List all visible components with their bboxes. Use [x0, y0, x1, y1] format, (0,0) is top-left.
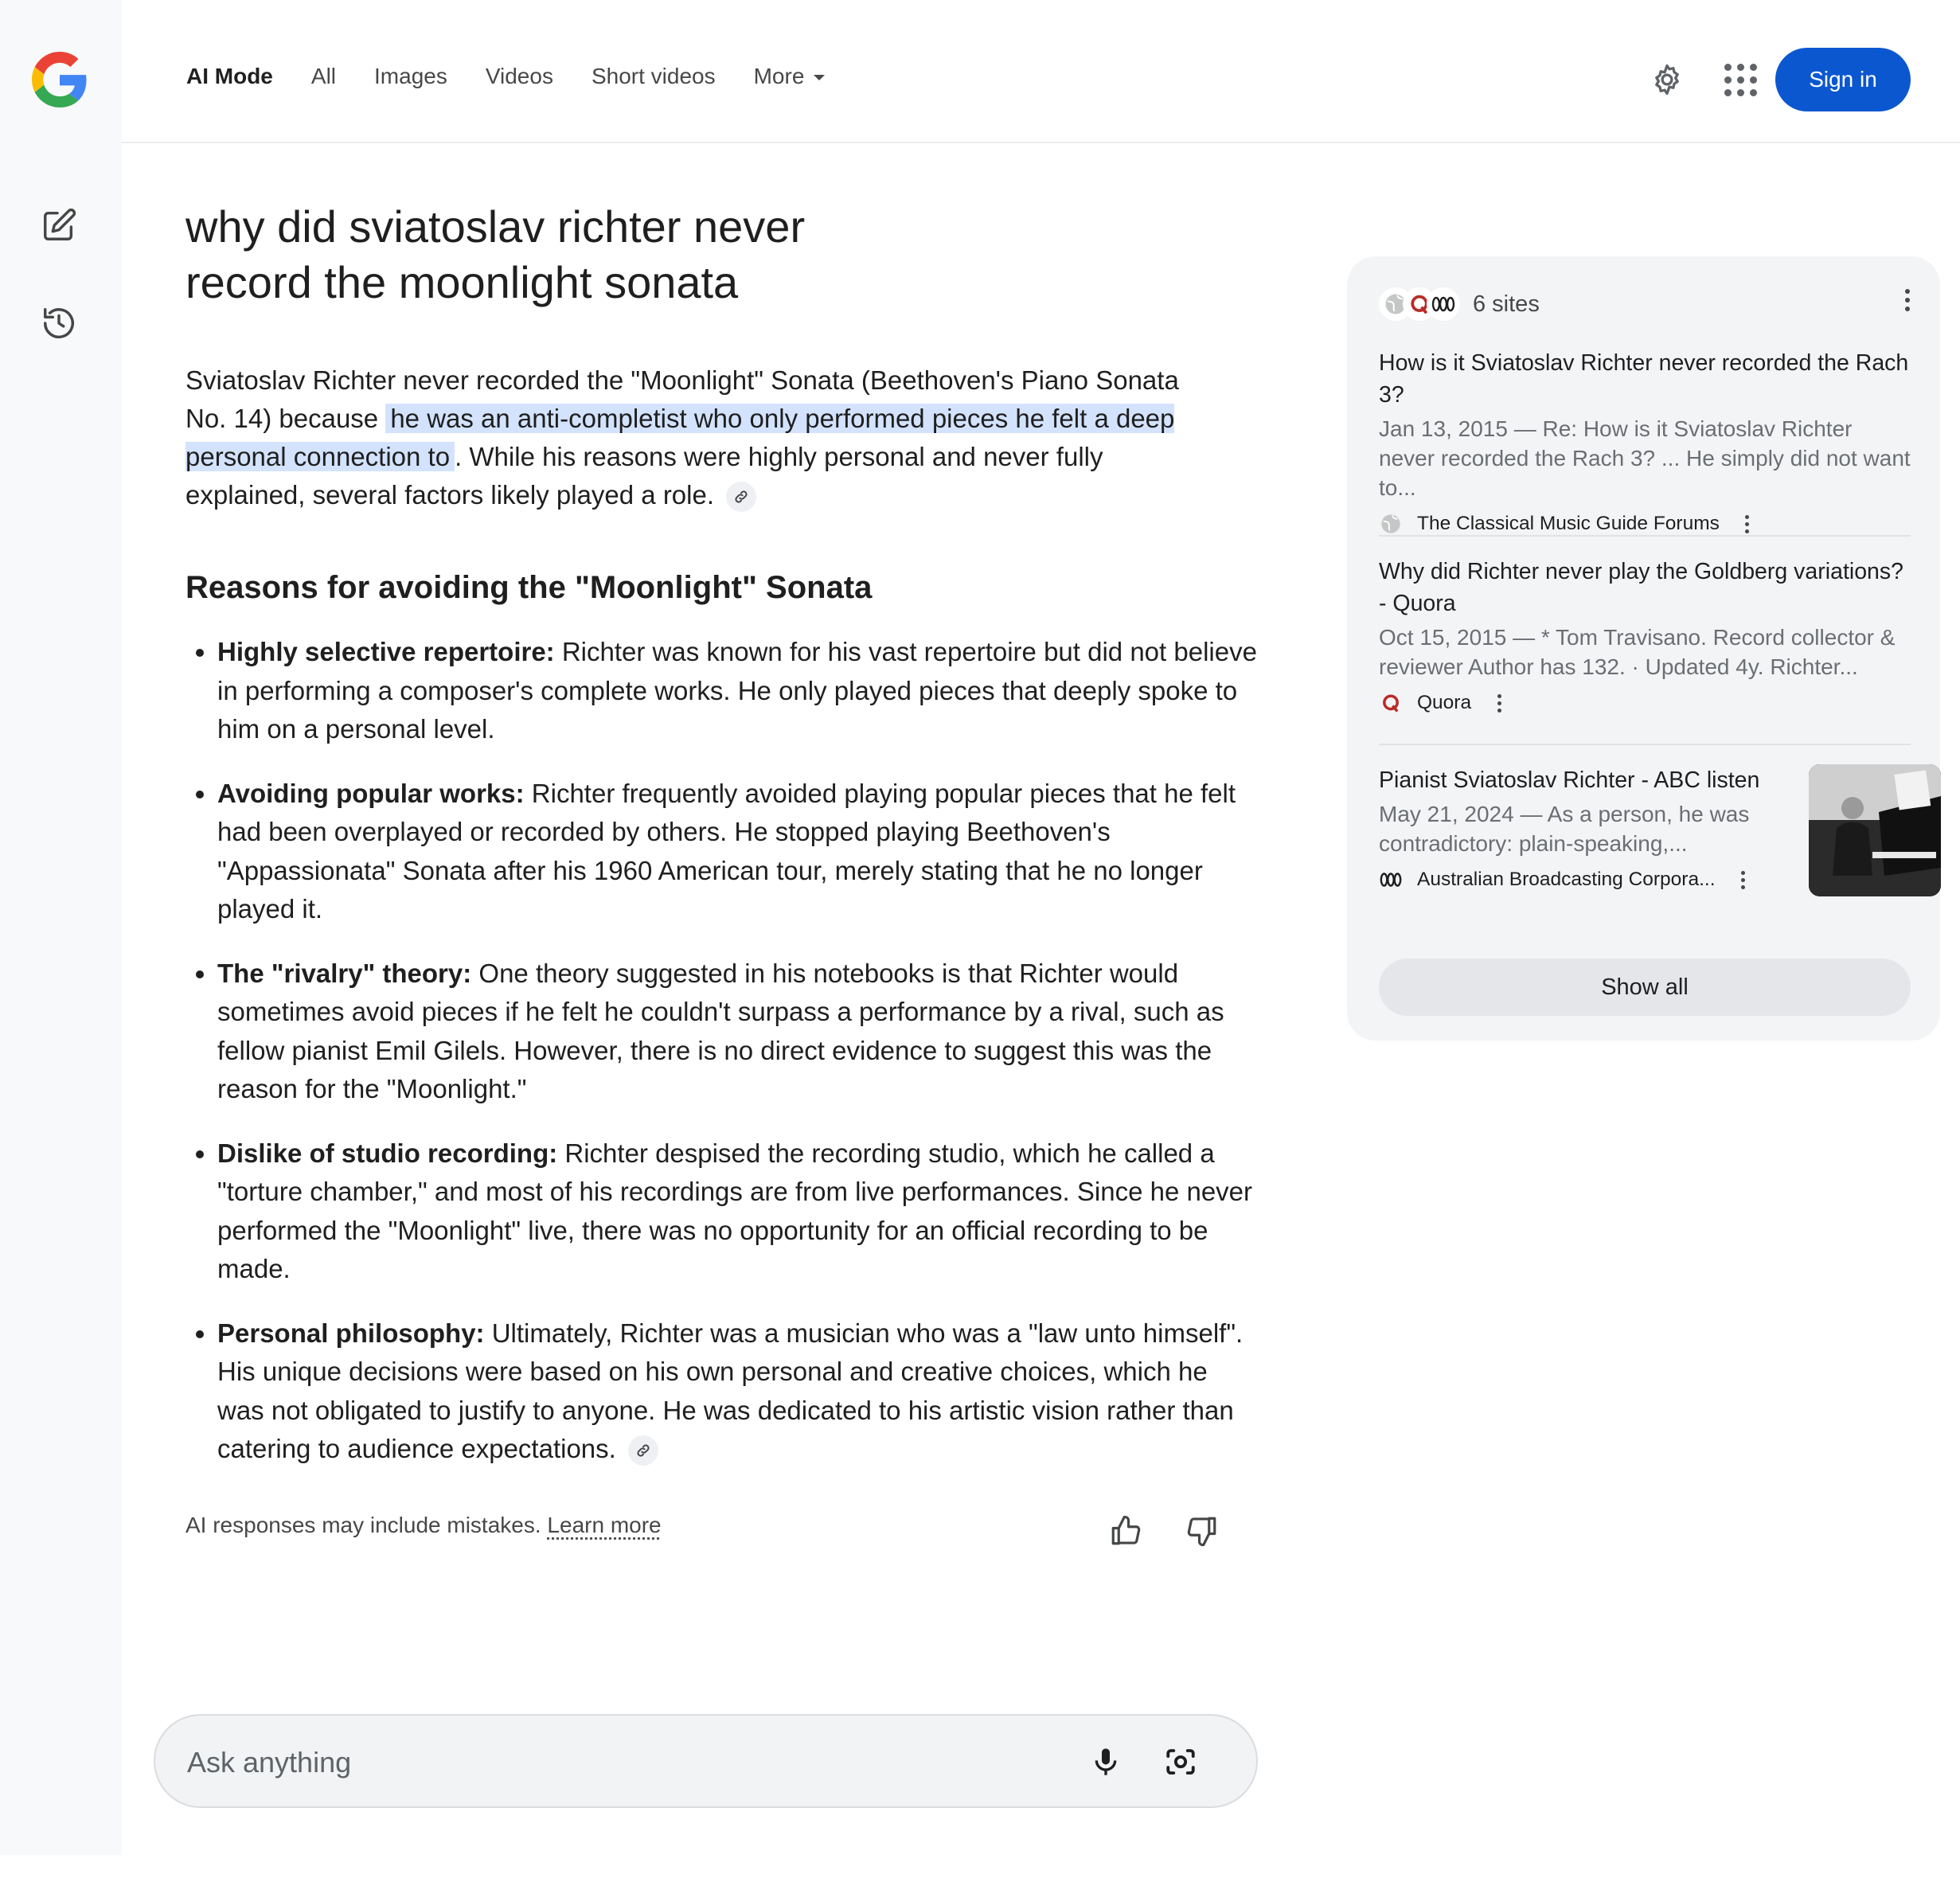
- source-card[interactable]: [1379, 556, 1911, 715]
- list-item-title: Highly selective repertoire:: [217, 637, 555, 666]
- list-item: [217, 955, 1260, 1109]
- sources-panel: [1347, 256, 1940, 1041]
- reasons-list: [185, 633, 1260, 1469]
- more-options-icon[interactable]: [1487, 691, 1511, 715]
- source-card[interactable]: [1379, 347, 1911, 536]
- search-tabs: [186, 64, 863, 89]
- intro-text-after: . While his reasons were highly personal and never fully explained, several factors likely played a role.: [185, 442, 1103, 510]
- tab-images[interactable]: Images: [374, 64, 447, 88]
- tab-videos[interactable]: Videos: [485, 64, 553, 88]
- intro-text: Sviatoslav Richter never recorded the "Moonlight" Sonata (Beethoven's Piano Sonata No. 14) because: [185, 365, 1179, 433]
- new-chat-icon[interactable]: [37, 203, 81, 248]
- sites-count: 6 sites: [1473, 291, 1540, 317]
- tab-ai-mode[interactable]: AI Mode: [186, 64, 273, 88]
- sign-in-button[interactable]: Sign in: [1775, 48, 1911, 111]
- list-item: [217, 633, 1260, 749]
- tab-all[interactable]: All: [310, 64, 337, 88]
- pianist-thumbnail-image: [1809, 764, 1941, 896]
- citation-link-icon[interactable]: [628, 1435, 658, 1466]
- list-item-text: Ultimately, Richter was a musician who was a "law unto himself". His unique decisions were based on his own personal and creative choices, which he was not obligated to justify to anyone. He was dedicated to his artistic vision rather than catering to audience expectations.: [217, 1318, 1244, 1463]
- source-snippet: Oct 15, 2015 — * Tom Travisano. Record collector & reviewer Author has 132. · Updated 4y. Richter...: [1379, 625, 1896, 679]
- citation-link-icon[interactable]: [726, 482, 756, 512]
- source-snippet: Jan 13, 2015 — Re: How is it Sviatoslav Richter never recorded the Rach 3? ... He simply did not want to...: [1379, 416, 1911, 500]
- quora-icon: [1379, 691, 1403, 715]
- query-title: why did sviatoslav richter never record the moonlight sonata: [185, 201, 806, 307]
- more-options-icon[interactable]: [1735, 512, 1759, 536]
- tab-short-videos[interactable]: Short videos: [591, 64, 716, 88]
- source-title: Pianist Sviatoslav Richter - ABC listen: [1379, 767, 1760, 793]
- list-item-text: Richter frequently avoided playing popular pieces that he felt had been overplayed or recorded by others. He stopped playing Beethoven's "Appassionata" Sonata after his 1960 American tour, merely stating that he no longer played it.: [217, 778, 1236, 924]
- list-item: [217, 1314, 1260, 1469]
- list-item: [217, 775, 1260, 929]
- list-item-title: The "rivalry" theory:: [217, 958, 472, 988]
- list-item-title: Dislike of studio recording:: [217, 1138, 558, 1168]
- list-item-text: Richter despised the recording studio, which he called a "torture chamber," and most of his recordings are from live performances. Since he never performed the "Moonlight" live, there was no opportunity for an official recording to be made.: [217, 1138, 1253, 1283]
- more-options-icon[interactable]: [1732, 868, 1755, 892]
- answer-intro: [185, 361, 1220, 514]
- section-heading: Reasons for avoiding the "Moonlight" Sonata: [185, 570, 873, 605]
- google-logo-icon[interactable]: [32, 52, 88, 107]
- list-item-title: Personal philosophy:: [217, 1318, 485, 1348]
- source-attribution: [1379, 512, 1911, 536]
- list-item-text: One theory suggested in his notebooks is that Richter would sometimes avoid pieces if he felt he couldn't surpass a performance by a rival, such as fellow pianist Emil Gilels. However, there is no direct evidence to suggest this was the reason for the "Moonlight.": [217, 958, 1224, 1103]
- tab-more[interactable]: [754, 64, 826, 89]
- source-name: The Classical Music Guide Forums: [1417, 513, 1720, 534]
- learn-more-link[interactable]: Learn more: [547, 1513, 662, 1537]
- settings-gear-icon[interactable]: [1646, 59, 1688, 100]
- divider: [1379, 535, 1911, 537]
- abc-icon: [1427, 287, 1460, 321]
- source-favicons: [1379, 287, 1450, 321]
- ask-box: [154, 1714, 1258, 1808]
- source-card[interactable]: [1379, 764, 1911, 892]
- google-apps-icon[interactable]: [1720, 59, 1761, 100]
- source-name: Quora: [1417, 692, 1472, 713]
- highlighted-claim[interactable]: he was an anti-completist who only performed pieces he felt a deep personal connection to: [185, 404, 1175, 471]
- thumbs-down-icon[interactable]: [1180, 1509, 1224, 1553]
- ask-input[interactable]: [185, 1740, 1064, 1786]
- source-name: Australian Broadcasting Corpora...: [1417, 869, 1716, 890]
- disclaimer-text: AI responses may include mistakes.: [185, 1513, 541, 1537]
- globe-icon: [1379, 512, 1403, 536]
- source-title: Why did Richter never play the Goldberg variations? - Quora: [1379, 559, 1903, 616]
- tab-more-label: More: [753, 64, 805, 88]
- ai-disclaimer: [185, 1513, 662, 1538]
- side-rail: [0, 0, 122, 1855]
- sources-header[interactable]: [1379, 280, 1540, 328]
- microphone-icon[interactable]: [1085, 1741, 1126, 1783]
- history-icon[interactable]: [37, 301, 81, 346]
- list-item: [217, 1134, 1260, 1289]
- show-all-button[interactable]: Show all: [1379, 959, 1911, 1016]
- source-attribution: [1379, 691, 1911, 715]
- list-item-title: Avoiding popular works:: [217, 778, 525, 808]
- ai-answer: [185, 199, 1257, 1494]
- thumbs-up-icon[interactable]: [1103, 1509, 1148, 1553]
- more-options-icon[interactable]: [1896, 280, 1919, 320]
- caret-down-icon: [814, 75, 825, 80]
- lens-camera-icon[interactable]: [1160, 1741, 1201, 1783]
- source-snippet: May 21, 2024 — As a person, he was contradictory: plain-speaking,...: [1379, 802, 1750, 856]
- source-title: How is it Sviatoslav Richter never recorded the Rach 3?: [1379, 350, 1909, 408]
- list-item-text: Richter was known for his vast repertoire but did not believe in performing a composer's complete works. He only played pieces that deeply spoke to him on a personal level.: [217, 637, 1257, 744]
- abc-icon: [1379, 868, 1403, 892]
- divider: [1379, 744, 1911, 745]
